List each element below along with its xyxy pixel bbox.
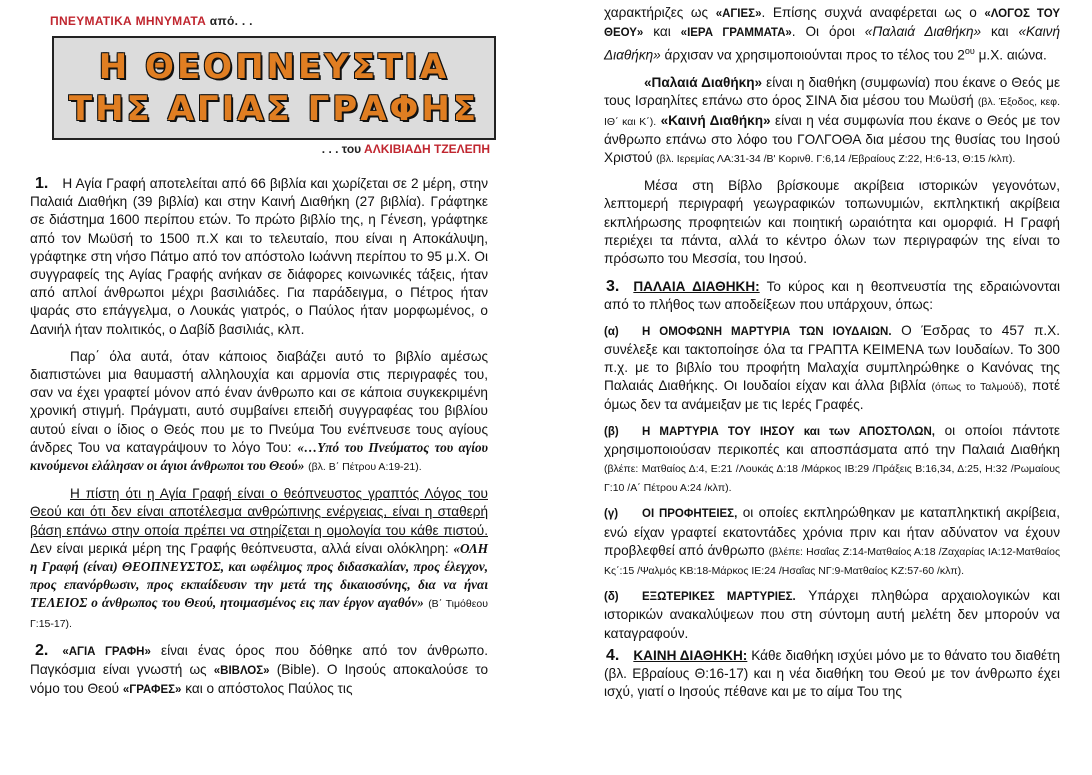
section-1-paragraph-1: 1. Η Αγία Γραφή αποτελείται από 66 βιβλία και χωρίζεται σε 2 μέρη, στην Παλαιά Διαθήκη (39 βιβλία) και στην Καινή Διαθήκη (27 βιβλία). Γράφτηκε σε διάστημα 1600 περίπου ετών. Το πρώτο βιβλίο της, η Γένεση, γράφτηκε από τον Μωϋσή το 1500 π.Χ και το τελευταίο, που είναι η Αποκάλυψη, γράφτηκε στη νήσο Πάτμο από τον απόστολο Ιωάννη περίπου το 95 μ.Χ. Οι συγγραφείς της Αγίας Γραφής ανήκαν σε διάφορες κοινωνικές τάξεις, ήταν από απλοί άνθρωποι μέχρι βασιλιάδες. Για παράδειγμα, ο Πέτρος ήταν ψαράς στο επάγγελμα, ο Λουκάς γιατρός, ο Παύλος ήταν μορφωμένος, ο Δανιήλ ήταν πολιτικός, ο Δαβίδ βασιλιάς, κλπ. [30,175,488,337]
document-header [50,14,490,156]
right-paragraph-2: «Παλαιά Διαθήκη» είναι η διαθήκη (συμφωνία) που έκανε ο Θεός με τους Ισραηλίτες επάνω στο όρος ΣΙΝΑ δια μέσου του Μωϋσή (βλ. Έξοδος, κεφ. ΙΘ΄ και Κ΄). «Καινή Διαθήκη» είναι η νέα συμφωνία που έκανε ο Θεός με τον άνθρωπο επάνω στο λόφο του ΓΟΛΓΟΘΑ δια μέσου της θυσίας του Ιησού Χριστού (βλ. Ιερεμίας ΛΑ:31-34 /Β' Κορινθ. Γ:6,14 /Εβραίους Ζ:22, Η:6-13, Θ:15 /κλπ). [604,75,1061,165]
left-column [30,175,488,699]
section-heading: ΚΑΙΝΗ ΔΙΑΘΗΚΗ: [633,647,748,663]
scripture-reference: (βλ. Β΄ Πέτρου Α:19-21). [308,461,422,474]
section-4-paragraph: 4. ΚΑΙΝΗ ΔΙΑΘΗΚΗ: Κάθε διαθήκη ισχύει μόνο με το θάνατο του διαθέτη (βλ. Εβραίους Θ:16-17) και η νέα διαθήκη του Θεού με τον άνθρωπο έχει ισχύ, γιατί ο Ιησούς πέθανε και με το αίμα Του της [604,646,1061,700]
section-1-paragraph-3: Η πίστη ότι η Αγία Γραφή είναι ο θεόπνευστος γραπτός Λόγος του Θεού και ότι δεν είναι αποτέλεσμα ανθρώπινης ενέργειας, είναι η σταθερή βάση επάνω στην οποία πρέπει να στηρίζεται η ομολογία του κάθε πιστού. Δεν είναι μερικά μέρη της Γραφής θεόπνευστα, αλλά είναι ολόκληρη: «ΟΛΗ η Γραφή (είναι) ΘΕΟΠΝΕΥΣΤΟΣ, και ωφέλιμος προς διδασκαλίαν, προς έλεγχον, προς επανόρθωσιν, προς εκπαίδευσιν την μετά της δικαιοσύνης, δια να ήναι ΤΕΛΕΙΟΣ ο άνθρωπος του Θεού, ητοιμασμένος εις παν έργον αγαθόν» (Β΄ Τιμόθεου Γ:15-17). [30,486,489,630]
section-1-paragraph-2: Παρ΄ όλα αυτά, όταν κάποιος διαβάζει αυτό το βιβλίο αμέσως διαπιστώνει μια θαυμαστή αλληλουχία και αρμονία στις περιγραφές του, σαν να έχει γραφτεί μόνον από έναν άνθρωπο και σε κάποια συγκεκριμένη χρονική στιγμή. Πράγματι, αυτό συμβαίνει επειδή συγγραφέας του βιβλίου αυτού είναι ο ίδιος ο Θεός που με το Πνεύμα Του ενέπνευσε τους αγίους άνδρες Του να καταγράψουν το λόγο Του: «…Υπό του Πνεύματος του αγίου κινούμενοι ελάλησαν οι άγιοι άνθρωποι του Θεού» (βλ. Β΄ Πέτρου Α:19-21). [30,348,489,474]
scripture-quote: «…Υπό του Πνεύματος του αγίου κινούμενοι ελάλησαν οι άγιοι άνθρωποι του Θεού» [30,439,489,474]
evidence-item-c: (γ) ΟΙ ΠΡΟΦΗΤΕΙΕΣ, οι οποίες εκπληρώθηκαν με καταπληκτική ακρίβεια, ενώ είχαν γραφτεί εκατοντάδες χρόνια πριν και ήταν αδύνατον να έχουν προβλεφθεί από άνθρωπο (βλέπε: Ησαΐας Ζ:14-Ματθαίος Α:18 /Ζαχαρίας ΙΑ:12-Ματθαίος Κς΄:15 /Ψαλμός ΚΒ:18-Μάρκος ΙΕ:24 /Ησαΐας ΝΓ:9-Ματθαίος ΚΖ:57-60 /κλπ). [604,505,1061,578]
section-heading: ΠΑΛΑΙΑ ΔΙΑΘΗΚΗ: [633,279,760,295]
scripture-reference: (Β΄ Τιμόθεου Γ:15-17). [30,598,488,630]
evidence-item-b: (β) Η ΜΑΡΤΥΡΙΑ ΤΟΥ ΙΗΣΟΥ και των ΑΠΟΣΤΟΛΩΝ, οι οποίοι πάντοτε χρησιμοποιούσαν περικοπές και αποσπάσματα από την Παλαιά Διαθήκη (βλέπε: Ματθαίος Δ:4, Ε:21 /Λουκάς Δ:18 /Μάρκος ΙΒ:29 /Πράξεις Β:16,34, Δ:25, Η:32 /Ρωμαίους Γ:10 /Α΄ Πέτρου Α:24 /κλπ). [604,422,1060,495]
section-2-paragraph: 2. «ΑΓΙΑ ΓΡΑΦΗ» είναι ένας όρος που δόθηκε από τον άνθρωπο. Παγκόσμια είναι γνωστή ως «ΒΙΒΛΟΣ» (Bible). Ο Ιησούς αποκαλούσε το νόμο του Θεού «ΓΡΑΦΕΣ» και ο απόστολος Παύλος τις [30,641,488,697]
evidence-item-a: (α) Η ΟΜΟΦΩΝΗ ΜΑΡΤΥΡΙΑ ΤΩΝ ΙΟΥΔΑΙΩΝ. Ο Έσδρας το 457 π.Χ. συνέλεξε και τακτοποίησε όλα τα ΓΡΑΠΤΑ ΚΕΙΜΕΝΑ των Ιουδαίων. Το 300 π.χ. με το βιβλίο του προφήτη Μαλαχία συμπληρώθηκε ο Κανόνας της Παλαιάς Διαθήκης. Οι Ιουδαίοι είχαν και άλλα βιβλία (όπως το Ταλμούδ), ποτέ όμως δεν τα ανάμειξαν με τις Ιερές Γραφές. [604,322,1061,413]
section-3-heading-paragraph: 3. ΠΑΛΑΙΑ ΔΙΑΘΗΚΗ: Το κύρος και η θεοπνευστία της εδραιώνονται από το πλήθος των αποδείξεων που υπάρχουν, όπως: [604,278,1061,313]
title-box [52,36,496,140]
title-line-1: Η ΘΕΟΠΝΕΥΣΤΙΑ [98,47,450,87]
series-label: ΠΝΕΥΜΑΤΙΚΑ ΜΗΝΥΜΑΤΑ από. . . [50,14,253,28]
author-name: ΑΛΚΙΒΙΑΔΗ ΤΖΕΛΕΠΗ [364,142,490,156]
section-number: 3. [606,278,620,296]
section-number: 4. [606,646,620,664]
section-number: 1. [35,175,49,192]
right-paragraph-3: Μέσα στη Βίβλο βρίσκουμε ακρίβεια ιστορικών γεγονότων, λεπτομερή περιγραφή γεωγραφικών τοπωνυμιών, εκπληκτική ακρίβεια εκπλήρωσης προφητειών και ποιητική ωραιότητα και ομορφιά. Η Γραφή περιέχει τα πάντα, αλλά το κέντρο όλων των περιγραφών της είναι το πρόσωπο του Μεσσία, του Ιησού. [604,178,1060,266]
section-number: 2. [35,641,49,659]
title-line-2: ΤΗΣ ΑΓΙΑΣ ΓΡΑΦΗΣ [68,89,480,129]
underlined-statement: Η πίστη ότι η Αγία Γραφή είναι ο θεόπνευστος γραπτός Λόγος του Θεού και ότι δεν είναι αποτέλεσμα ανθρώπινης ενέργειας, είναι η σταθερή βάση επάνω στην οποία πρέπει να στηρίζεται η ομολογία του κάθε πιστού. [30,486,488,538]
right-paragraph-1: χαρακτήριζες ως «ΑΓΙΕΣ». Επίσης συχνά αναφέρεται ως ο «ΛΟΓΟΣ ΤΟΥ ΘΕΟΥ» και «ΙΕΡΑ ΓΡΑΜΜΑΤΑ». Οι όροι «Παλαιά Διαθήκη» και «Καινή Διαθήκη» άρχισαν να χρησιμοποιούνται προς το τέλος του $2^{o\upsilon}$ μ.Χ. αιώνα. [604,5,1061,63]
scripture-quote: «ΟΛΗ η Γραφή (είναι) ΘΕΟΠΝΕΥΣΤΟΣ, και ωφέλιμος προς διδασκαλίαν, προς έλεγχον, προς επανόρθωσιν, προς εκπαίδευσιν την μετά της δικαιοσύνης, δια να ήναι ΤΕΛΕΙΟΣ ο άνθρωπος του Θεού, ητοιμασμένος εις παν έργον αγαθόν» [30,540,489,611]
author-line: . . . του ΑΛΚΙΒΙΑΔΗ ΤΖΕΛΕΠΗ [321,142,490,156]
right-column [604,4,1060,701]
evidence-item-d: (δ) ΕΞΩΤΕΡΙΚΕΣ ΜΑΡΤΥΡΙΕΣ. Υπάρχει πληθώρα αρχαιολογικών και ιστορικών ανακαλύψεων που στη σύντομη αυτή μελέτη δεν μπορούν να καταγραφούν. [604,588,1060,641]
